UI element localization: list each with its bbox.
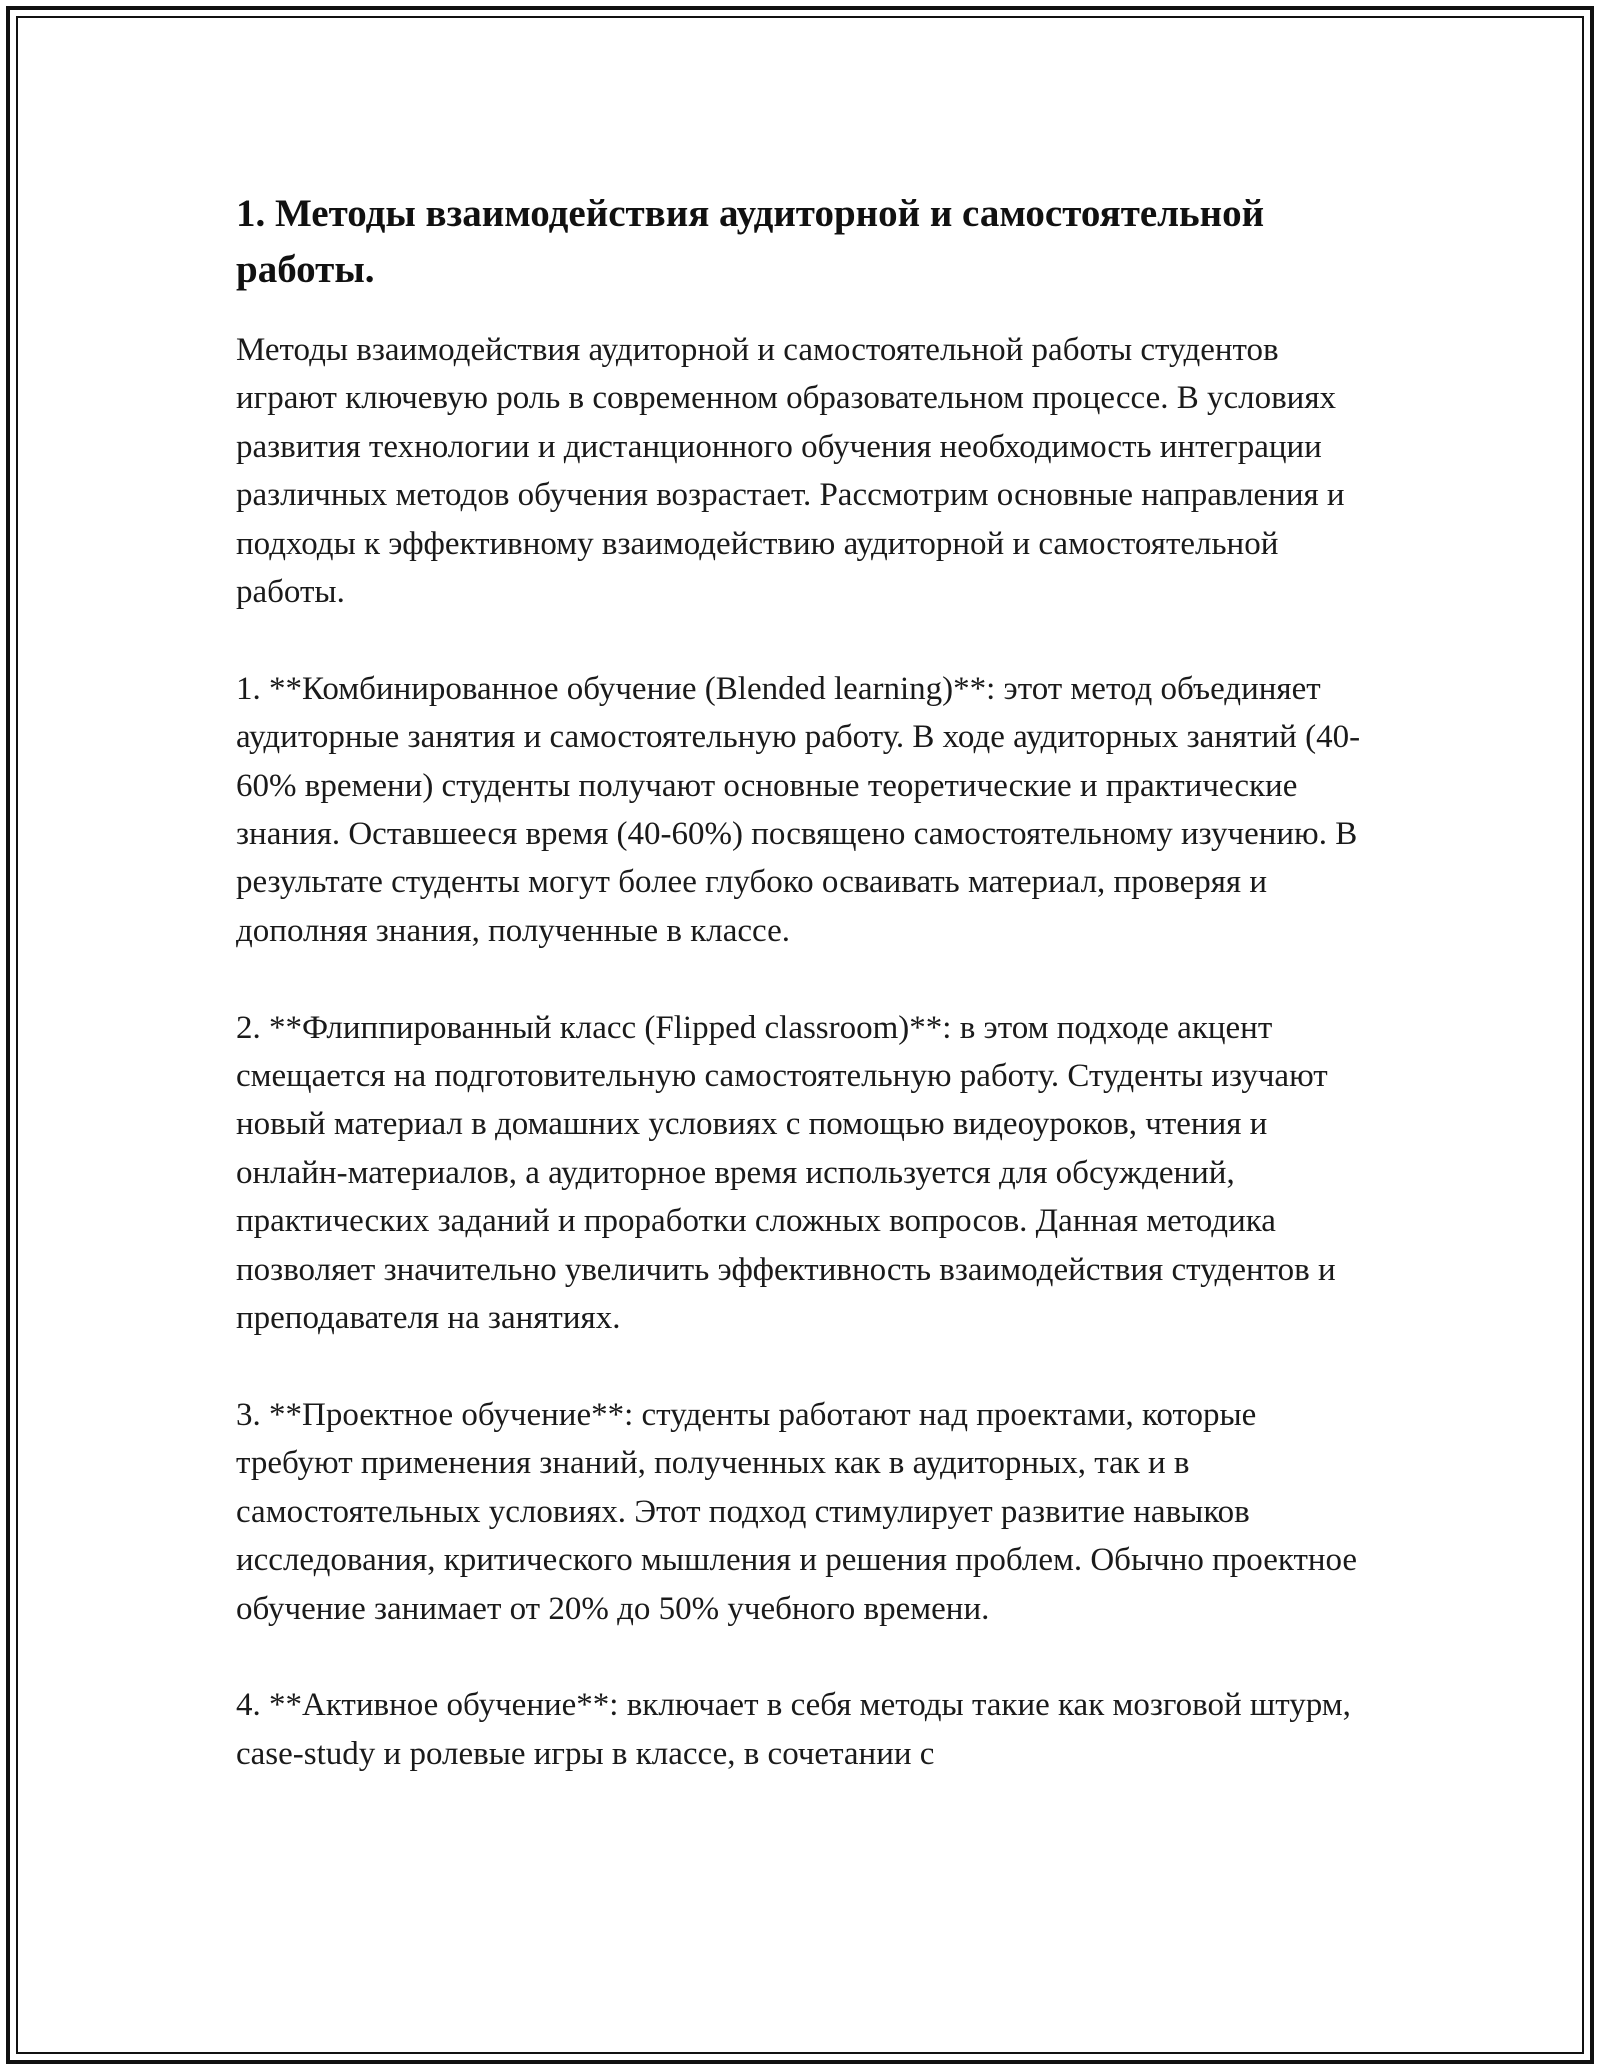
paragraph-project-learning: 3. **Проектное обучение**: студенты работают над проектами, которые требуют применения знаний, полученных как в аудиторных, так и в самостоятельных условиях. Этот подход стимулирует развитие навыков исследования, критического мышления и решения проблем. Обычно проектное обучение занимает от 20% до 50% учебного времени. xyxy=(236,1396,1358,1627)
section-heading: 1. Методы взаимодействия аудиторной и самостоятельной работы. xyxy=(236,192,1265,291)
document-body xyxy=(236,186,1376,1778)
intro-paragraph: Методы взаимодействия аудиторной и самостоятельной работы студентов играют ключевую роль в современном образовательном процессе. В условиях развития технологии и дистанционного обучения необходимость интеграции различных методов обучения возрастает. Рассмотрим основные направления и подходы к эффективному взаимодействию аудиторной и самостоятельной работы. xyxy=(236,332,1345,611)
paragraph-flipped-classroom: 2. **Флиппированный класс (Flipped classroom)**: в этом подходе акцент смещается на подготовительную самостоятельную работу. Студенты изучают новый материал в домашних условиях с помощью видеоуроков, чтения и онлайн-материалов, а аудиторное время используется для обсуждений, практических заданий и проработки сложных вопросов. Данная методика позволяет значительно увеличить эффективность взаимодействия студентов и преподавателя на занятиях. xyxy=(236,1009,1336,1337)
paragraph-active-learning: 4. **Активное обучение**: включает в себя методы такие как мозговой штурм, case-study и ролевые игры в классе, в сочетании с xyxy=(236,1687,1351,1772)
paragraph-blended-learning: 1. **Комбинированное обучение (Blended learning)**: этот метод объединяет аудиторные занятия и самостоятельную работу. В ходе аудиторных занятий (40-60% времени) студенты получают основные теоретические и практические знания. Оставшееся время (40-60%) посвящено самостоятельному изучению. В результате студенты могут более глубоко осваивать материал, проверяя и дополняя знания, полученные в классе. xyxy=(236,670,1361,949)
